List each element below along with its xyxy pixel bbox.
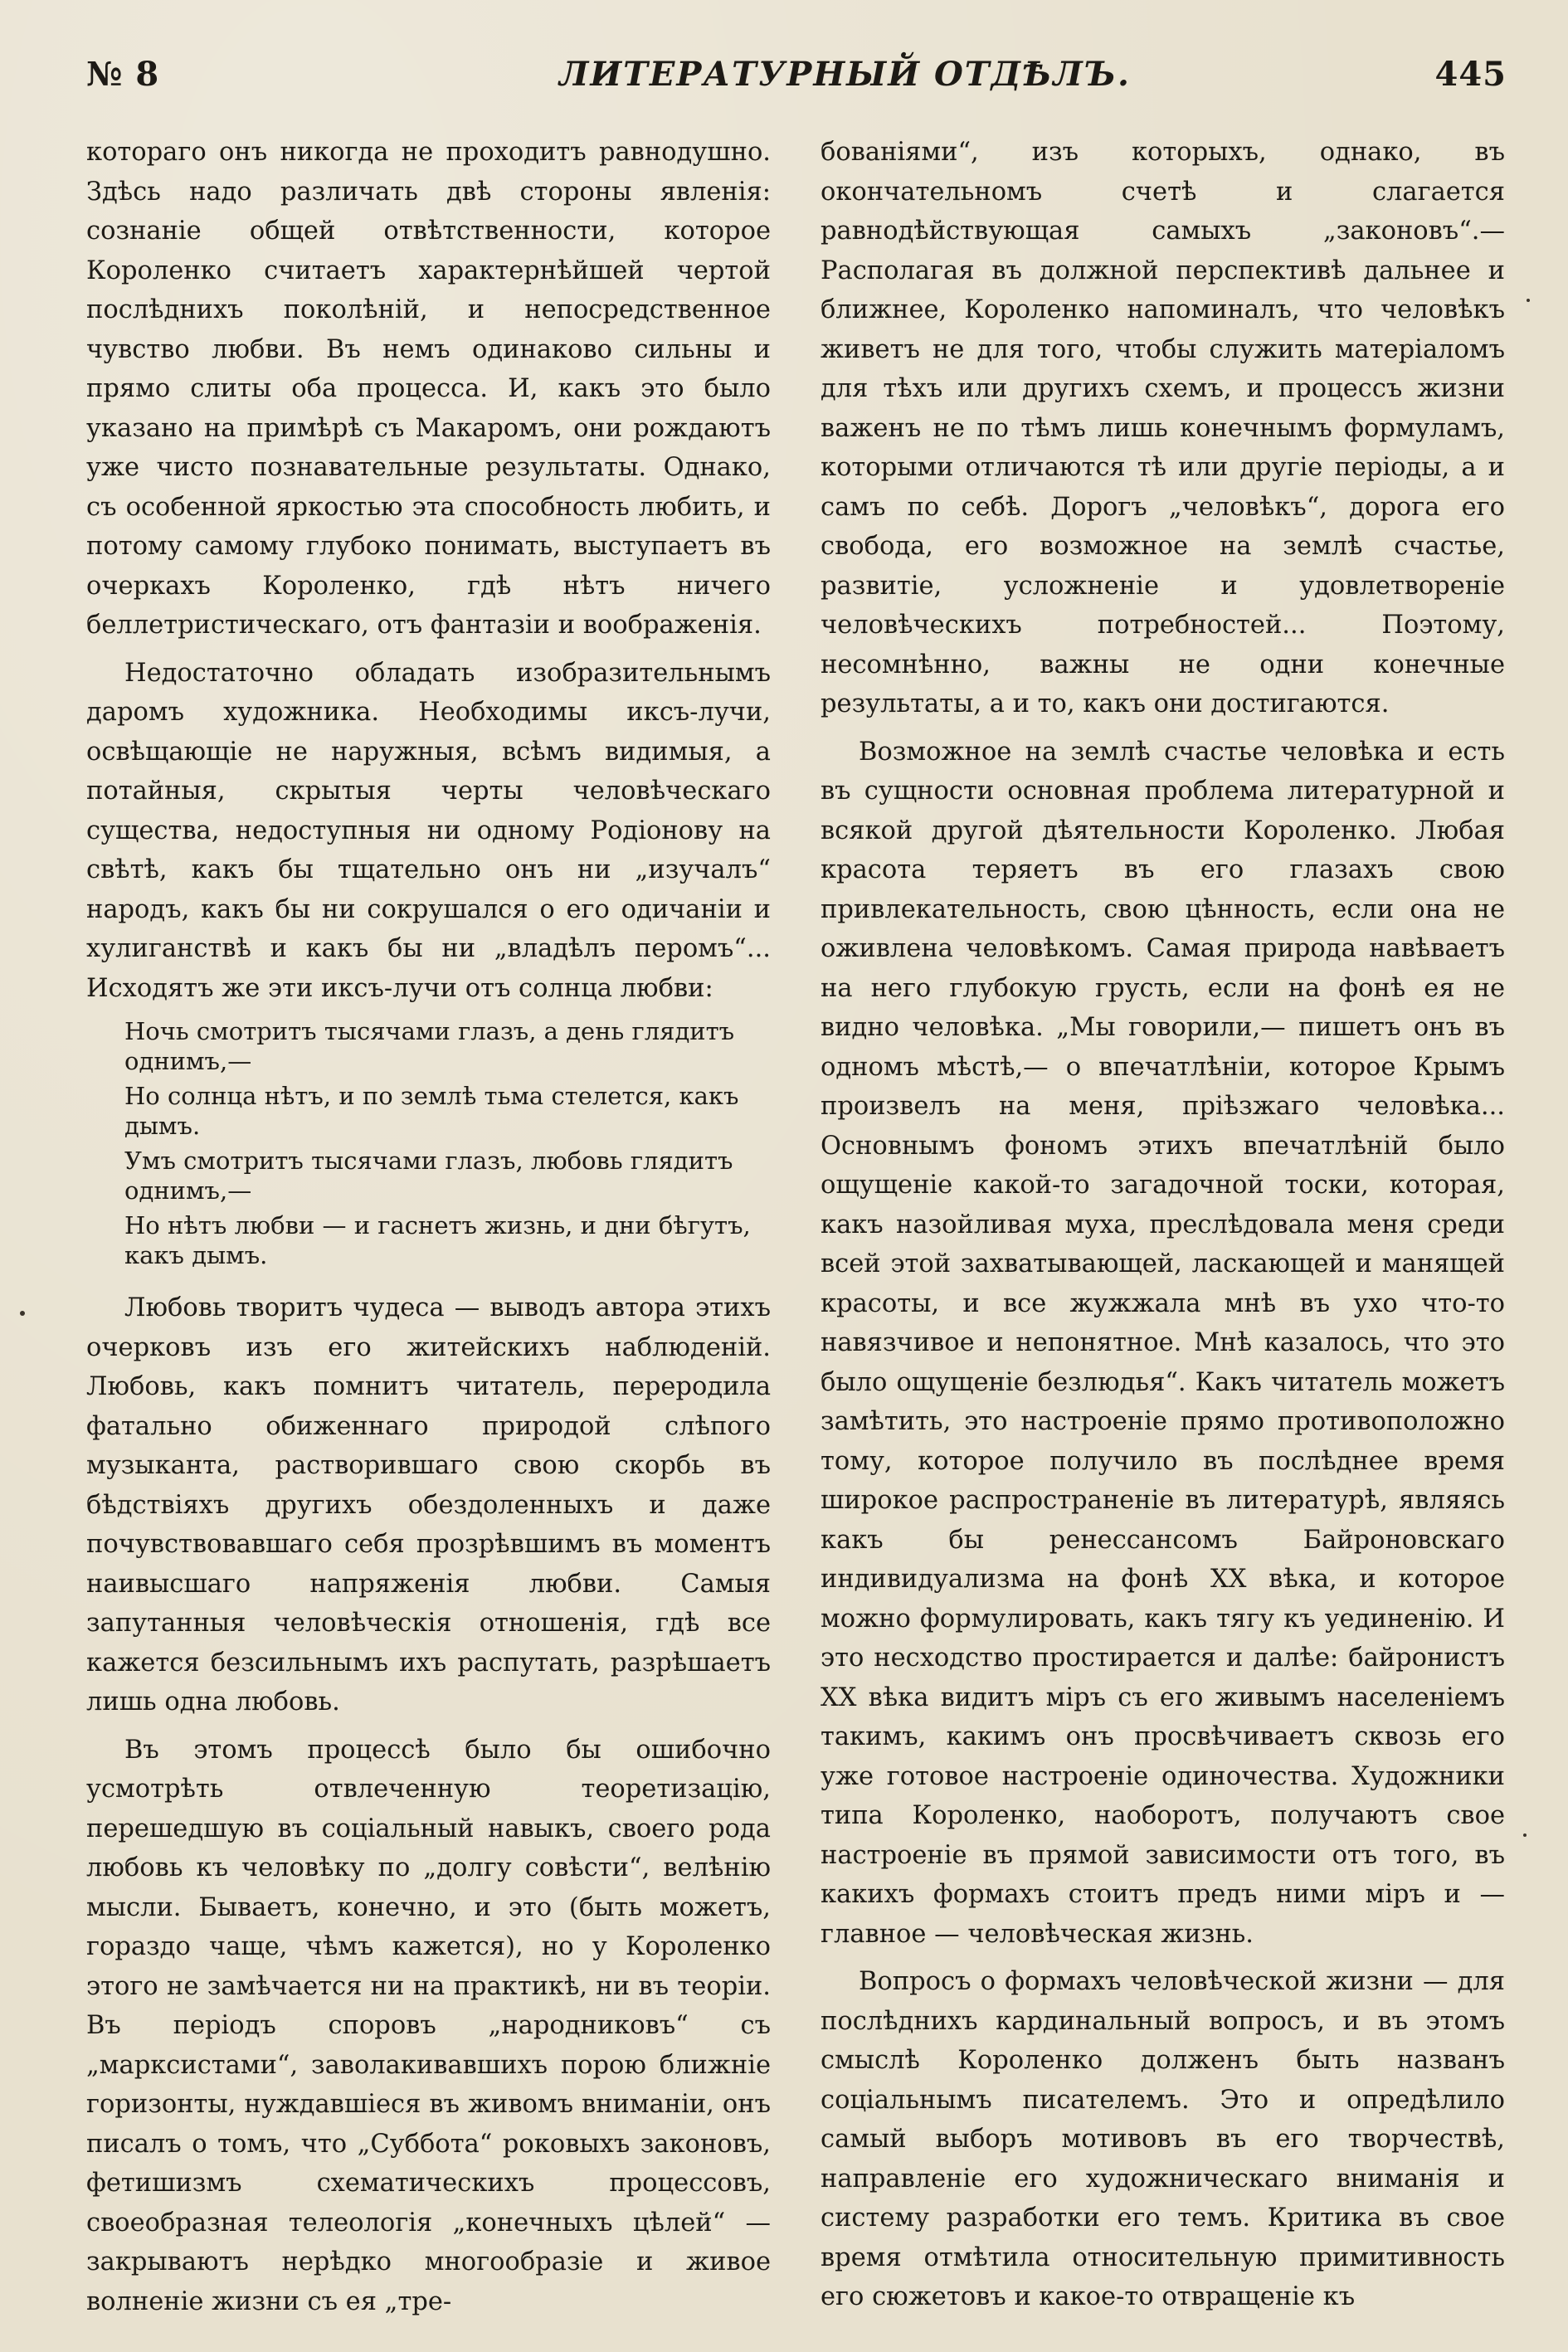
poem-line bbox=[86, 1146, 771, 1205]
paragraph: Возможное на землѣ счастье человѣка и есть въ сущности основная проблема литературной и всякой другой дѣятельности Короленко. Любая красота теряетъ въ его глазахъ свою привлекательность, свою цѣнность, если она не оживлена человѣкомъ. Самая природа навѣваетъ на него глубокую грусть, если на фонѣ ея не видно человѣка. „Мы говорили,— пишетъ онъ въ одномъ мѣстѣ,— о впечатлѣніи, которое Крымъ произвелъ на меня, пріѣзжаго человѣка... Основнымъ фономъ этихъ впечатлѣній было ощущеніе какой-то загадочной тоски, которая, какъ назойливая муха, преслѣдовала меня среди всей этой захватывающей, ласкающей и манящей красоты, и все жужжала мнѣ въ ухо что-то навязчивое и непонятное. Мнѣ казалось, что это было ощущеніе безлюдья“. Какъ читатель можетъ замѣтить, это настроеніе прямо противоположно тому, которое получило въ послѣднее время широкое распространеніе въ литературѣ, являясь какъ бы ренессансомъ Байроновскаго индивидуализма на фонѣ XX вѣка, и которое можно формулировать, какъ тягу къ уединенію. И это несходство простирается и далѣе: байронистъ XX вѣка видитъ міръ съ его живымъ населеніемъ такимъ, какимъ онъ просвѣчиваетъ сквозь его уже готовое настроеніе одиночества. Художники типа Короленко, наоборотъ, получаютъ свое настроеніе въ прямой зависимости отъ того, въ какихъ формахъ стоитъ предъ ними міръ и — главное — человѣческая жизнь. bbox=[821, 737, 1505, 1949]
poem-line bbox=[86, 1081, 771, 1141]
paragraph: Любовь творитъ чудеса — выводъ автора этихъ очерковъ изъ его житейскихъ наблюденій. Любовь, какъ помнитъ читатель, переродила фатально обиженнаго природой слѣпого музыканта, растворившаго свою скорбь въ бѣдствіяхъ другихъ обездоленныхъ и даже почувствовавшаго себя прозрѣвшимъ въ моментъ наивысшаго напряженія любви. Самыя запутанныя человѣческія отношенія, гдѣ все кажется безсильнымъ ихъ распутать, разрѣшаетъ лишь одна любовь. bbox=[86, 1293, 771, 1717]
poem-line-text: Но солнца нѣтъ, и по землѣ тьма стелется, какъ дымъ. bbox=[124, 1082, 739, 1140]
section-title: ЛИТЕРАТУРНЫЙ ОТДѢЛЪ. bbox=[559, 55, 1131, 94]
poem-quote bbox=[86, 1016, 771, 1270]
paper-speck bbox=[1527, 299, 1530, 302]
page-header bbox=[86, 48, 1507, 106]
left-column bbox=[86, 133, 771, 2321]
paragraph: бованіями“, изъ которыхъ, однако, въ окончательномъ счетѣ и слагается равнодѣйствующая самыхъ „законовъ“.— Располагая въ должной перспективѣ дальнее и ближнее, Короленко напоминалъ, что человѣкъ живетъ не для того, чтобы служить матеріаломъ для тѣхъ или другихъ схемъ, и процессъ жизни важенъ не по тѣмъ лишь конечнымъ формуламъ, которыми отличаются тѣ или другіе періоды, а и самъ по себѣ. Дорогъ „человѣкъ“, дорога его свобода, его возможное на землѣ счастье, развитіе, усложненіе и удовлетвореніе человѣческихъ потребностей... Поэтому, несомнѣнно, важны не одни конечные результаты, а и то, какъ они достигаются. bbox=[821, 138, 1505, 718]
issue-number: № 8 bbox=[86, 55, 160, 94]
paragraph: Недостаточно обладать изобразительнымъ даромъ художника. Необходимы иксъ-лучи, освѣщающіе не наружныя, всѣмъ видимыя, а потайныя, скрытыя черты человѣческаго существа, недоступныя ни одному Родіонову на свѣтѣ, какъ бы тщательно онъ ни „изучалъ“ народъ, какъ бы ни сокрушался о его одичаніи и хулиганствѣ и какъ бы ни „владѣлъ перомъ“... Исходятъ же эти иксъ-лучи отъ солнца любви: bbox=[86, 658, 771, 1003]
poem-line-text: Но нѣтъ любви — и гаснетъ жизнь, и дни бѣгутъ, какъ дымъ. bbox=[124, 1211, 751, 1269]
poem-line bbox=[86, 1210, 771, 1270]
poem-line bbox=[86, 1016, 771, 1076]
paragraph: Вопросъ о формахъ человѣческой жизни — для послѣднихъ кардинальный вопросъ, и въ этомъ смыслѣ Короленко долженъ быть названъ соціальнымъ писателемъ. Это и опредѣлило самый выборъ мотивовъ въ его творчествѣ, направленіе его художническаго вниманія и систему разработки его темъ. Критика въ свое время отмѣтила относительную примитивность его сюжетовъ и какое-то отвращеніе къ bbox=[821, 1967, 1505, 2311]
paragraph: котораго онъ никогда не проходитъ равнодушно. Здѣсь надо различать двѣ стороны явленія: сознаніе общей отвѣтственности, которое Короленко считаетъ характернѣйшей чертой послѣднихъ поколѣній, и непосредственное чувство любви. Въ немъ одинаково сильны и прямо слиты оба процесса. И, какъ это было указано на примѣрѣ съ Макаромъ, они рождаютъ уже чисто познавательные результаты. Однако, съ особенной яркостью эта способность любить, и потому самому глубоко понимать, выступаетъ въ очеркахъ Короленко, гдѣ нѣтъ ничего беллетристическаго, отъ фантазіи и воображенія. bbox=[86, 138, 771, 640]
page-number: 445 bbox=[1434, 55, 1507, 94]
paper-speck bbox=[20, 1311, 25, 1316]
poem-line-text: Умъ смотритъ тысячами глазъ, любовь глядитъ однимъ,— bbox=[124, 1147, 733, 1205]
text-columns bbox=[86, 133, 1507, 2340]
right-column bbox=[821, 133, 1505, 2317]
paragraph: Въ этомъ процессѣ было бы ошибочно усмотрѣть отвлеченную теоретизацію, перешедшую въ соціальный навыкъ, своего рода любовь къ человѣку по „долгу совѣсти“, велѣнію мысли. Бываетъ, конечно, и это (быть можетъ, гораздо чаще, чѣмъ кажется), но у Короленко этого не замѣчается ни на практикѣ, ни въ теоріи. Въ періодъ споровъ „народниковъ“ съ „марксистами“, заволакивавшихъ порою ближніе горизонты, нуждавшіеся въ живомъ вниманіи, онъ писалъ о томъ, что „Суббота“ роковыхъ законовъ, фетишизмъ схематическихъ процессовъ, своеобразная телеологія „конечныхъ цѣлей“ — закрываютъ нерѣдко многообразіе и живое волненіе жизни съ ея „тре- bbox=[86, 1735, 771, 2316]
poem-line-text: Ночь смотритъ тысячами глазъ, а день глядитъ однимъ,— bbox=[124, 1017, 735, 1075]
paper-speck bbox=[1523, 1833, 1527, 1837]
